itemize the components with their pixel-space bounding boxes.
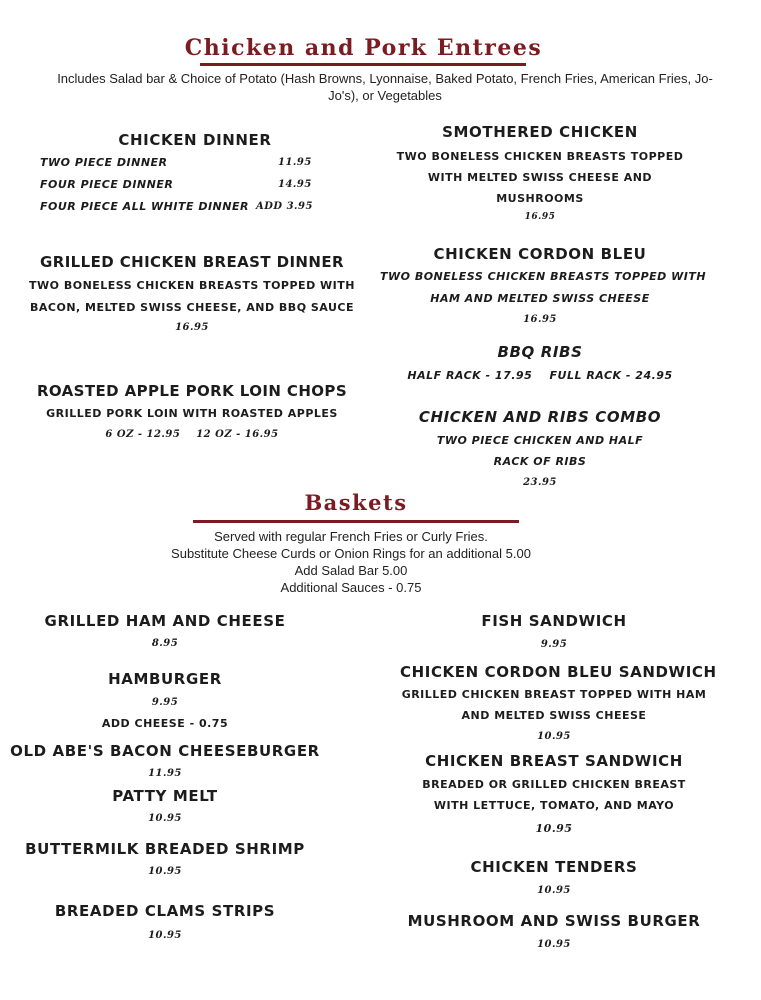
patty-melt-price: 10.95 [148, 813, 182, 824]
smothered-title: SMOTHERED CHICKEN [442, 123, 638, 141]
tenders-price: 10.95 [537, 885, 571, 896]
combo-title: CHICKEN AND RIBS COMBO [418, 408, 662, 426]
entrees-intro-line: Jo's), or Vegetables [328, 88, 442, 103]
combo-price: 23.95 [523, 477, 557, 488]
clams-price: 10.95 [148, 930, 182, 941]
baskets-title-underline [193, 520, 519, 523]
ham-cheese-title: GRILLED HAM AND CHEESE [44, 612, 286, 630]
chicken-dinner-option-label: FOUR PIECE ALL WHITE DINNER [40, 200, 249, 213]
hamburger-price: 9.95 [151, 697, 179, 708]
smothered-price: 16.95 [524, 212, 556, 222]
pork-loin-title: ROASTED APPLE PORK LOIN CHOPS [36, 382, 348, 400]
smothered-desc: WITH MELTED SWISS CHEESE AND [427, 171, 653, 184]
hamburger-add-cheese: ADD CHEESE - 0.75 [101, 717, 229, 730]
baskets-info-line: Additional Sauces - 0.75 [280, 580, 422, 595]
smothered-desc: TWO BONELESS CHICKEN BREASTS TOPPED [396, 150, 684, 163]
tenders-title: CHICKEN TENDERS [470, 858, 638, 876]
grilled-breast-price: 16.95 [175, 322, 209, 333]
breast-sandwich-price: 10.95 [535, 822, 573, 835]
cordon-sandwich-desc: AND MELTED SWISS CHEESE [461, 709, 647, 722]
shrimp-price: 10.95 [148, 866, 182, 877]
entrees-section-title: Chicken and Pork Entrees [184, 35, 543, 61]
breast-sandwich-desc: BREADED OR GRILLED CHICKEN BREAST [422, 778, 686, 791]
pork-loin-prices: 6 OZ - 12.95 12 OZ - 16.95 [105, 429, 279, 440]
breast-sandwich-title: CHICKEN BREAST SANDWICH [425, 752, 683, 770]
entrees-title-underline [200, 63, 526, 66]
patty-melt-title: PATTY MELT [112, 787, 218, 805]
fish-sandwich-title: FISH SANDWICH [481, 612, 627, 630]
bbq-ribs-prices: HALF RACK - 17.95 FULL RACK - 24.95 [407, 369, 673, 382]
cordon-sandwich-desc: GRILLED CHICKEN BREAST TOPPED WITH HAM [401, 688, 707, 701]
baskets-intro [100, 528, 602, 596]
cordon-bleu-price: 16.95 [523, 314, 557, 325]
bacon-burger-title: OLD ABE'S BACON CHEESEBURGER [10, 742, 320, 760]
chicken-dinner-option-price: 14.95 [278, 179, 312, 190]
cordon-bleu-title: CHICKEN CORDON BLEU [433, 245, 647, 263]
chicken-dinner-title: CHICKEN DINNER [118, 131, 272, 149]
chicken-dinner-option-label: TWO PIECE DINNER [40, 156, 168, 169]
shrimp-title: BUTTERMILK BREADED SHRIMP [25, 840, 305, 858]
entrees-intro-line: Includes Salad bar & Choice of Potato (Hash Browns, Lyonnaise, Baked Potato, French Fries, American Fries, Jo- [57, 71, 713, 86]
cordon-bleu-desc: HAM AND MELTED SWISS CHEESE [430, 292, 650, 305]
bbq-ribs-title: BBQ RIBS [497, 343, 583, 361]
mushroom-burger-price: 10.95 [537, 939, 571, 950]
breast-sandwich-desc: WITH LETTUCE, TOMATO, AND MAYO [433, 799, 675, 812]
grilled-breast-desc: TWO BONELESS CHICKEN BREASTS TOPPED WITH [29, 279, 355, 292]
baskets-info-line: Served with regular French Fries or Curly Fries. [214, 529, 488, 544]
hamburger-title: HAMBURGER [108, 670, 222, 688]
chicken-dinner-option-price: 11.95 [278, 157, 312, 168]
baskets-info-line: Add Salad Bar 5.00 [294, 563, 408, 578]
cordon-sandwich-title: CHICKEN CORDON BLEU SANDWICH [400, 663, 717, 681]
baskets-section-title: Baskets [304, 490, 408, 515]
chicken-dinner-option-label: FOUR PIECE DINNER [40, 178, 174, 191]
smothered-desc: MUSHROOMS [496, 192, 584, 205]
mushroom-burger-title: MUSHROOM AND SWISS BURGER [407, 912, 701, 930]
ham-cheese-price: 8.95 [151, 638, 179, 649]
chicken-dinner-option-price: ADD 3.95 [256, 201, 313, 212]
pork-loin-desc: GRILLED PORK LOIN WITH ROASTED APPLES [46, 407, 338, 420]
entrees-intro [40, 70, 730, 104]
bacon-burger-price: 11.95 [148, 768, 182, 779]
baskets-info-line: Substitute Cheese Curds or Onion Rings for an additional 5.00 [171, 546, 531, 561]
grilled-breast-title: GRILLED CHICKEN BREAST DINNER [40, 253, 344, 271]
fish-sandwich-price: 9.95 [540, 639, 568, 650]
grilled-breast-desc: BACON, MELTED SWISS CHEESE, AND BBQ SAUCE [30, 301, 354, 314]
cordon-sandwich-price: 10.95 [537, 731, 571, 742]
combo-desc: TWO PIECE CHICKEN AND HALF [436, 434, 644, 447]
cordon-bleu-desc: TWO BONELESS CHICKEN BREASTS TOPPED WITH [380, 270, 707, 283]
clams-title: BREADED CLAMS STRIPS [54, 902, 276, 920]
combo-desc: RACK OF RIBS [493, 455, 587, 468]
